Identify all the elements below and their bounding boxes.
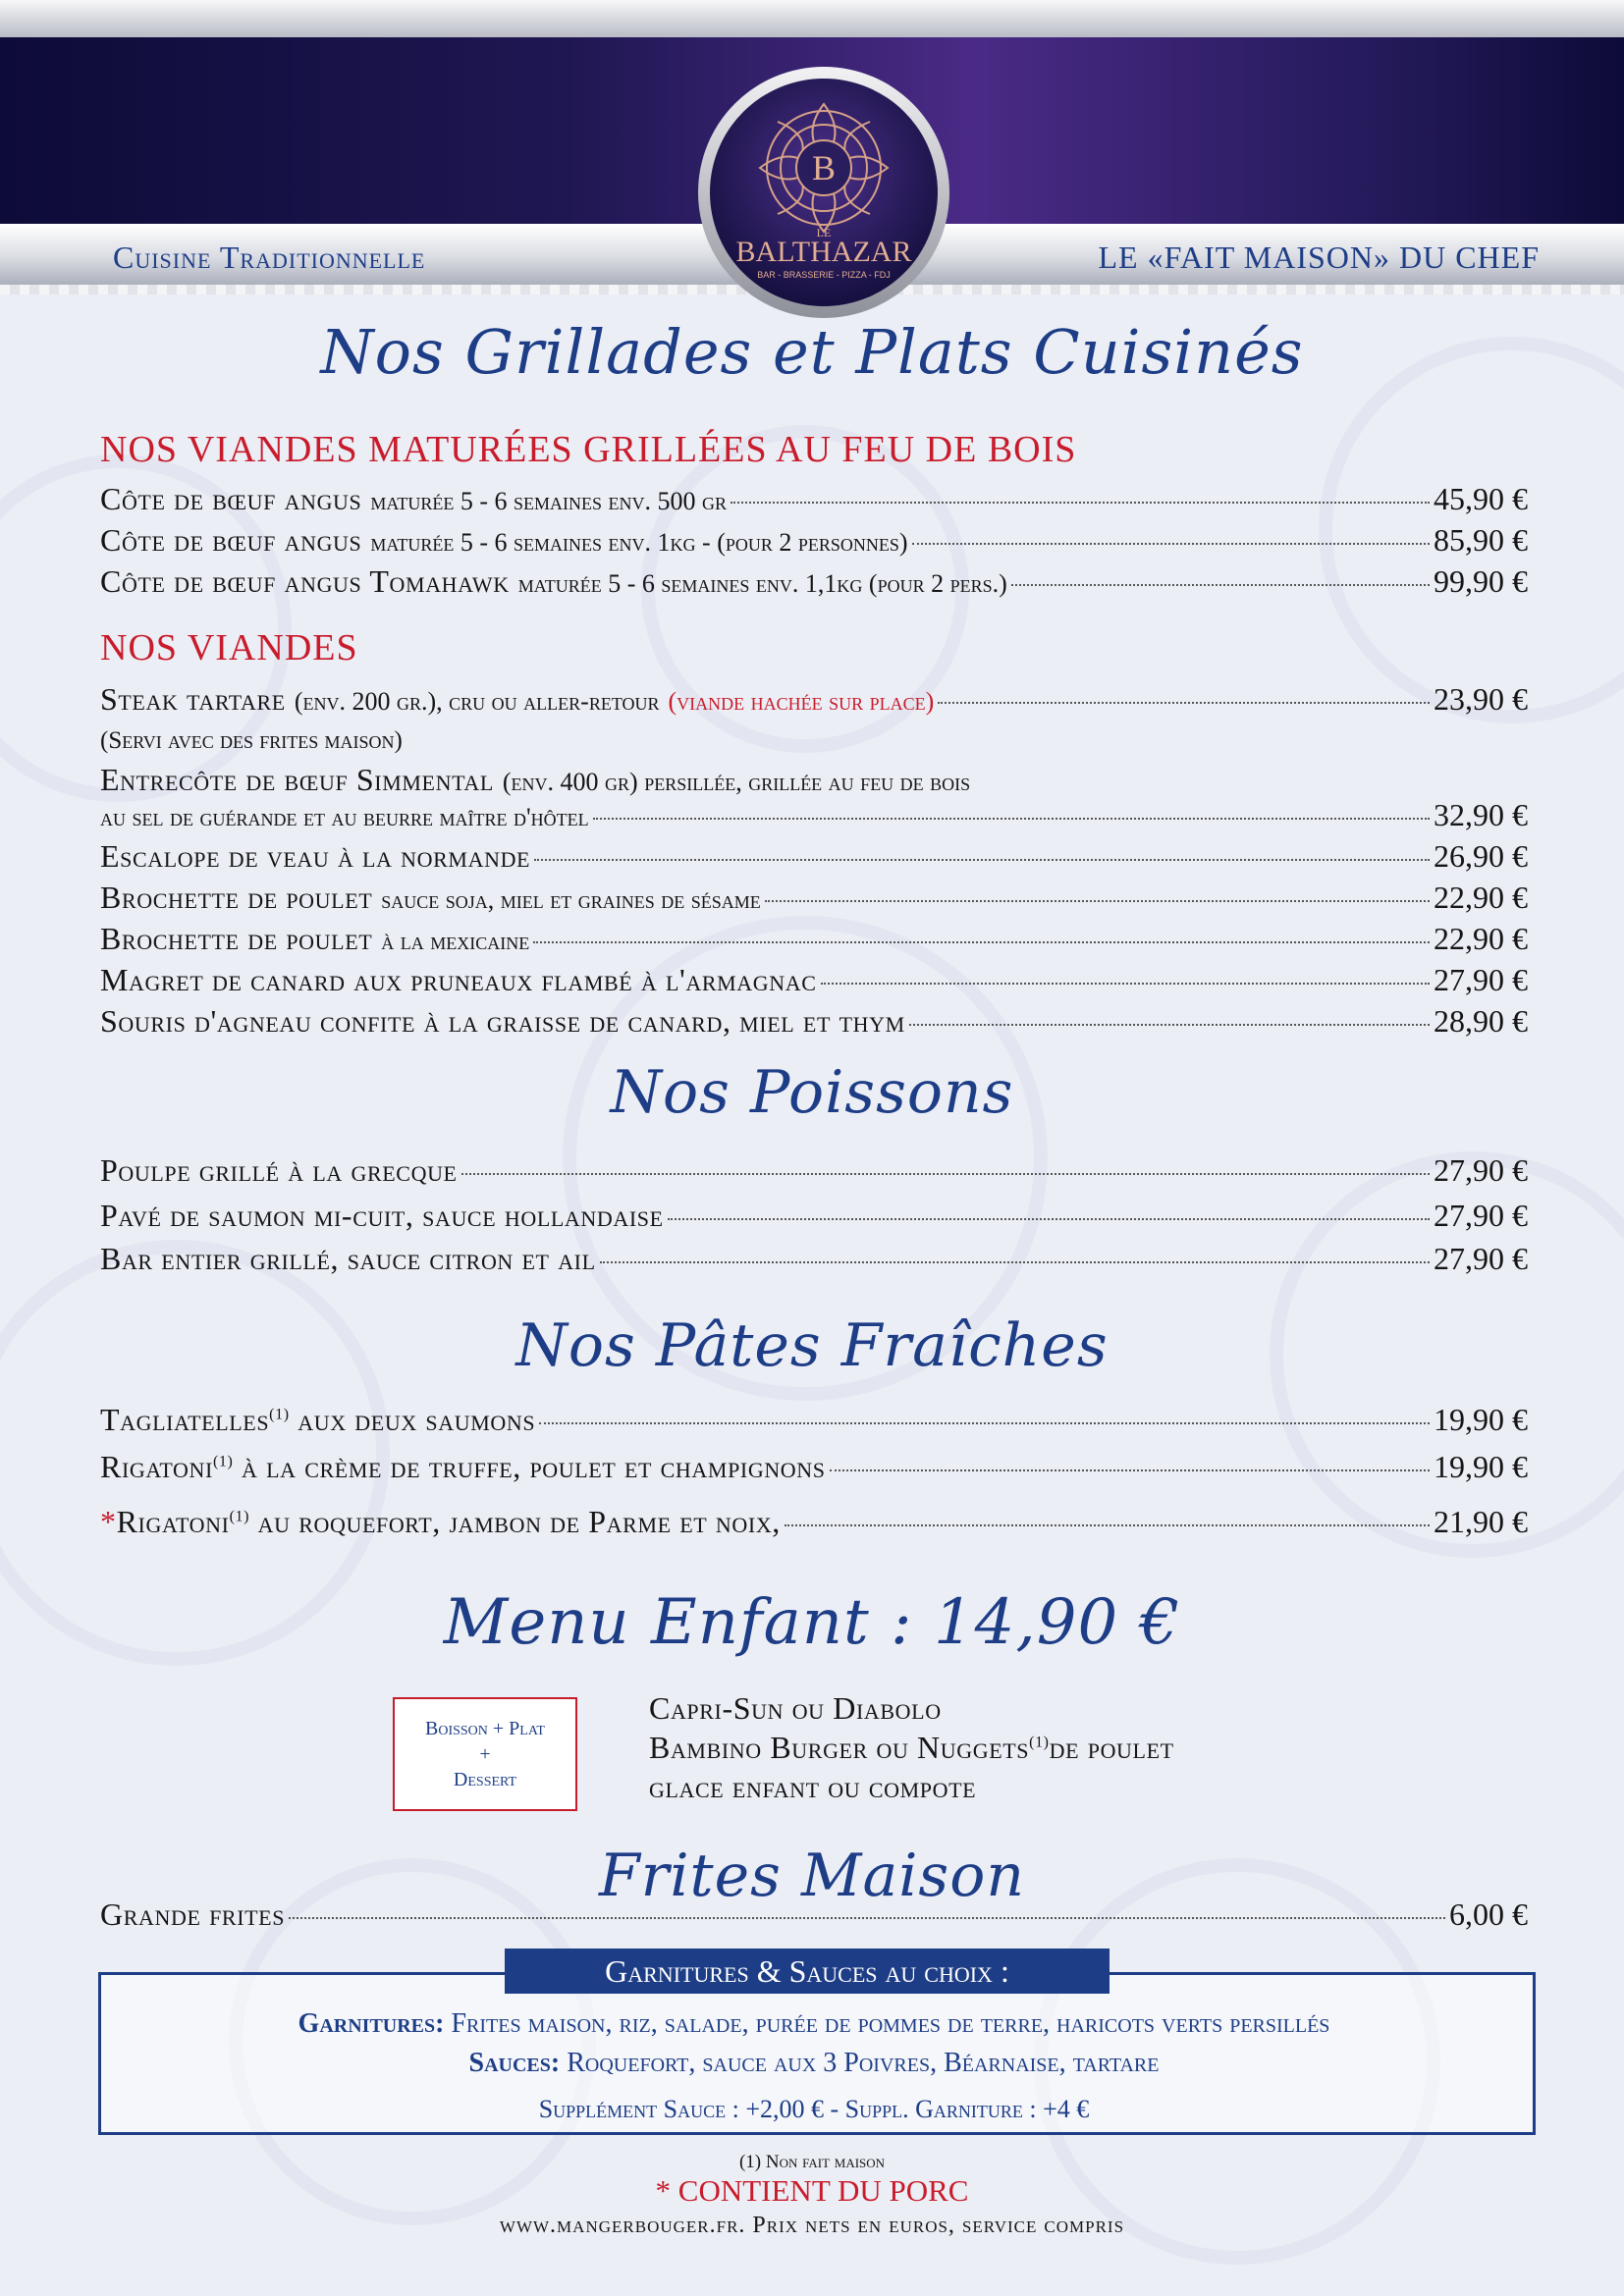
item-price: 27,90 € — [1434, 1152, 1528, 1188]
item-price: 6,00 € — [1449, 1896, 1528, 1932]
section-heading-frites: Frites Maison — [599, 1842, 1025, 1910]
item-price: 27,90 € — [1434, 1198, 1528, 1233]
logo-le: LE — [816, 226, 832, 240]
item-price: 19,90 € — [1434, 1449, 1528, 1484]
item-price: 28,90 € — [1434, 1003, 1528, 1039]
sauces-line: Sauces: Roquefort, sauce aux 3 Poivres, Béarnaise, tartare — [468, 2048, 1160, 2078]
logo-tagline: BAR - BRASSERIE - PIZZA - FDJ — [757, 270, 891, 280]
menu-item: Escalope de veau à la normande 26,90 € — [100, 838, 1528, 874]
menu-item: Rigatoni$^{(1)}$ à la crème de truffe, poulet et champignons 19,90 € — [100, 1449, 1528, 1484]
menu-item: Magret de canard aux pruneaux flambé à l'armagnac 27,90 € — [100, 962, 1528, 997]
menu-item: Bar entier grillé, sauce citron et ail 27,90 € — [100, 1241, 1528, 1276]
pork-star: * — [100, 1504, 117, 1539]
item-price: 27,90 € — [1434, 1241, 1528, 1276]
item-price: 27,90 € — [1434, 962, 1528, 997]
menu-item: Côte de bœuf angus maturée 5 - 6 semaines env. 1kg - (pour 2 personnes) 85,90 € — [100, 522, 1528, 558]
balthazar-logo — [679, 65, 968, 320]
item-price: 23,90 € — [1434, 681, 1528, 717]
item-price: 21,90 € — [1434, 1504, 1528, 1539]
logo-name: BALTHAZAR — [735, 236, 912, 268]
menu-item-continued: au sel de guérande et au beurre maître d'hôtel 32,90 € — [100, 797, 1528, 832]
section-heading-poissons: Nos Poissons — [610, 1058, 1014, 1127]
supplement-line: Supplément Sauce : +2,00 € - Suppl. Garniture : +4 € — [538, 2095, 1090, 2123]
item-price: 22,90 € — [1434, 921, 1528, 956]
header-top-strip — [0, 0, 1624, 37]
item-price: 19,90 € — [1434, 1402, 1528, 1437]
menu-item: *Rigatoni$^{(1)}$ au roquefort, jambon de Parme et noix, 21,90 € — [100, 1504, 1528, 1539]
menu-item: Brochette de poulet sauce soja, miel et graines de sésame 22,90 € — [100, 880, 1528, 915]
page-title: Nos Grillades et Plats Cuisinés — [320, 316, 1304, 388]
menu-item: Brochette de poulet à la mexicaine 22,90 € — [100, 921, 1528, 956]
section-heading-maturees: NOS VIANDES MATURÉES GRILLÉES AU FEU DE BOIS — [100, 429, 1077, 470]
menu-item: Côte de bœuf angus Tomahawk maturée 5 - 6 semaines env. 1,1kg (pour 2 pers.) 99,90 € — [100, 563, 1528, 599]
kids-drink-line: Capri-Sun ou Diabolo — [649, 1690, 942, 1726]
item-price: 99,90 € — [1434, 563, 1528, 599]
menu-item: Tagliatelles$^{(1)}$ aux deux saumons 19,90 € — [100, 1402, 1528, 1437]
section-heading-menu-enfant: Menu Enfant : 14,90 € — [443, 1586, 1181, 1659]
section-heading-pates: Nos Pâtes Fraîches — [515, 1311, 1109, 1380]
menu-item: Poulpe grillé à la grecque 27,90 € — [100, 1152, 1528, 1188]
logo-letter: B — [811, 148, 837, 187]
item-note: (Servi avec des frites maison) — [100, 727, 403, 754]
menu-item: Côte de bœuf angus maturée 5 - 6 semaines env. 500 gr 45,90 € — [100, 481, 1528, 516]
footnote-non-fait-maison: (1) Non fait maison — [738, 2152, 886, 2172]
menu-item: Pavé de saumon mi-cuit, sauce hollandaise 27,90 € — [100, 1198, 1528, 1233]
header-cuisine-label: Cuisine Traditionnelle — [113, 240, 426, 275]
item-price: 26,90 € — [1434, 838, 1528, 874]
kids-dessert-line: glace enfant ou compote — [649, 1769, 977, 1804]
item-price: 32,90 € — [1434, 797, 1528, 832]
menu-item: Entrecôte de bœuf Simmental (env. 400 gr) persillée, grillée au feu de bois — [100, 762, 971, 797]
item-price: 22,90 € — [1434, 880, 1528, 915]
menu-item: Steak tartare (env. 200 gr.), cru ou aller-retour (viande hachée sur place) 23,90 € — [100, 681, 1528, 717]
section-heading-viandes: NOS VIANDES — [100, 627, 358, 668]
menu-item: Grande frites 6,00 € — [100, 1896, 1528, 1932]
garnitures-line: Garnitures: Frites maison, riz, salade, purée de pommes de terre, haricots verts persillés — [298, 2008, 1330, 2039]
menu-item: Souris d'agneau confite à la graisse de canard, miel et thym 28,90 € — [100, 1003, 1528, 1039]
header-fait-maison-label: LE «FAIT MAISON» DU CHEF — [1098, 240, 1540, 275]
pork-warning: * CONTIENT DU PORC — [655, 2173, 969, 2208]
kids-main-line: Bambino Burger ou Nuggets$^{(1)}$de poulet — [649, 1730, 1174, 1765]
item-price: 45,90 € — [1434, 481, 1528, 516]
garnitures-tab: Garnitures & Sauces au choix : — [505, 1949, 1110, 1994]
footer-legal: www.mangerbouger.fr. Prix nets en euros, service compris — [499, 2213, 1125, 2238]
kids-formula-box: Boisson + Plat + Dessert — [393, 1697, 577, 1811]
item-price: 85,90 € — [1434, 522, 1528, 558]
